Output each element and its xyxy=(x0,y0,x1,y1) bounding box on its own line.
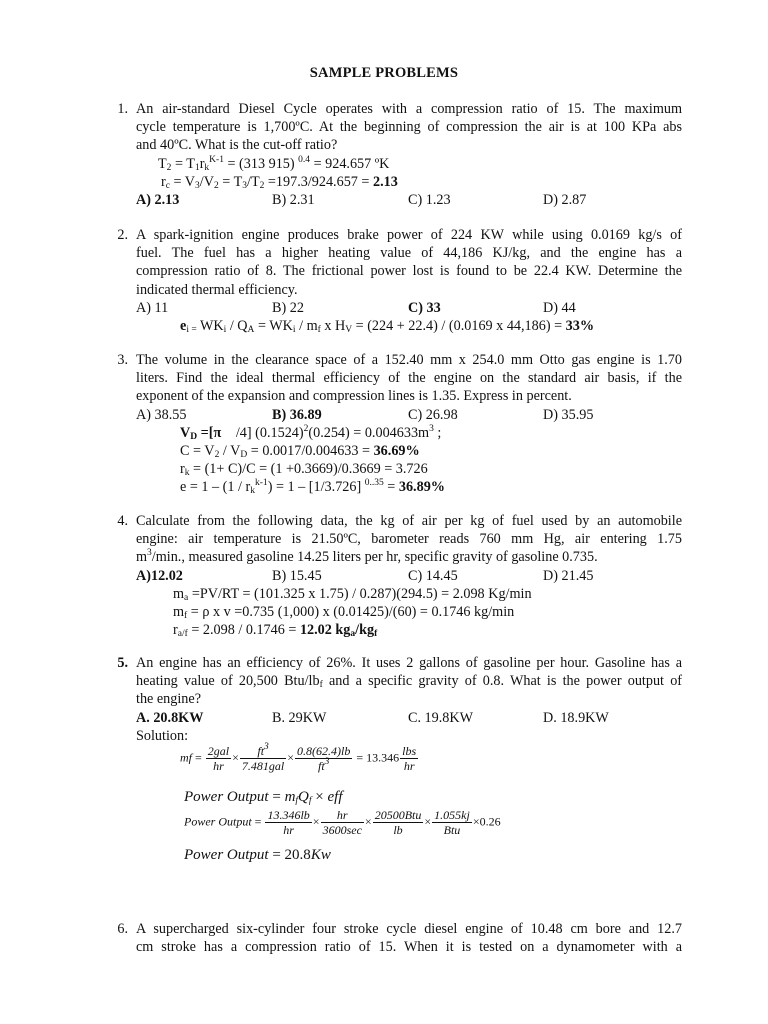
option-a: A)12.02 xyxy=(136,567,183,584)
option-b: B) 15.45 xyxy=(272,567,322,584)
answer-options xyxy=(136,567,682,585)
problem-text-line: and 40ºC. What is the cut-off ratio? xyxy=(136,137,338,154)
fraction: $\frac{1.055kj}{\text{Btu}}$ xyxy=(434,808,470,837)
problem-body xyxy=(136,654,682,745)
solution-line: $C = V_2 / V_D = 0.0017/0.004633 = 36.69\%$ xyxy=(180,442,420,460)
fraction: $\frac{13.346lb}{hr}$ xyxy=(267,808,310,837)
option-d: D) 2.87 xyxy=(543,192,587,209)
option-a: A. 20.8KW xyxy=(136,709,204,726)
option-a: A) 11 xyxy=(136,299,169,316)
solution-line: $r_k = (1+ C)/C = (1 +0.3669)/0.3669 = 3.726$ xyxy=(180,461,428,479)
problem-number: 4. xyxy=(117,513,128,529)
problem-text-line: liters. Find the ideal thermal efficiency of the engine on the standard air basis, if the xyxy=(136,370,682,387)
problem-number: 1. xyxy=(117,101,128,117)
option-d: D) 35.95 xyxy=(543,406,594,423)
problem-number: 3. xyxy=(117,352,128,368)
equation-power-output-formula: Power Output = $m_fQ_f$ × eff xyxy=(184,789,343,806)
option-c: C) 14.45 xyxy=(408,567,458,584)
fraction: $\frac{ft^3}{\text{7.481gal}}$ xyxy=(241,742,285,773)
option-c: C) 33 xyxy=(408,299,441,316)
problem-text-line: A spark-ignition engine produces brake power of 224 KW while using 0.0169 kg/s of xyxy=(136,227,682,243)
answer-options xyxy=(136,299,682,317)
solution-line: $r_c = V_3/V_2 = T_3/T_2 =197.3/924.657 = 2.13$ xyxy=(161,173,398,191)
fraction: $\frac{\text{lbs}}{hr}$ xyxy=(402,744,417,773)
problem-text-line: compression ratio of 8. The frictional power lost is found to be 22.4 KW. Determine the xyxy=(136,263,682,280)
problem-number: 5. xyxy=(117,655,128,671)
problem-number: 2. xyxy=(117,227,128,243)
option-d: D. 18.9KW xyxy=(543,709,609,726)
option-c: C) 26.98 xyxy=(408,406,458,423)
problem-text-line: exponent of the expansion and compression lines is 1.35. Express in percent. xyxy=(136,388,572,405)
problem-text-line: cm stroke has a compression ratio of 15. When it is tested on a dynamometer with a xyxy=(136,939,682,956)
problem-text-fragment: heating value of 20,500 Btu/lb xyxy=(136,673,320,690)
problem-text-line: cycle temperature is 1,700ºC. At the beginning of compression the air is at 100 KPa abs xyxy=(136,119,682,136)
solution-line: $r_{a/f} = 2.098 / 0.1746 = 12.02$ $kg_a/kg_f$ xyxy=(173,622,378,640)
equation-power-output-result: Power Output = 20.8Kw xyxy=(184,847,331,863)
problem-text-line: A supercharged six-cylinder four stroke cycle diesel engine of 10.48 cm bore and 12.7 xyxy=(136,921,682,937)
problem-body xyxy=(136,351,682,496)
solution-line: $e = 1 - (1 / r_k^{k-1}) = 1 - [1/3.726] ^{0..35} = 36.89\%$ xyxy=(180,478,445,497)
solution-heading: Solution: xyxy=(136,727,189,744)
option-b: B. 29KW xyxy=(272,709,327,726)
problem-text-fragment: /min., measured gasoline 14.25 liters per hr, specific gravity of gasoline 0.735. xyxy=(151,549,598,566)
problem-text-line: $m^3/\min$., measured gasoline 14.25 liters per hr, specific gravity of gasoline 0.735. xyxy=(136,548,598,566)
solution-line: $m_a =PV/RT = (101.325$ x 1.75) / 0.287)(294.5) = 2.098 Kg/min xyxy=(173,585,532,603)
equation-mass-flow: mf = $\frac{\text{2gal}}{hr}$ × $\frac{ft^3}{\text{7.481gal}}$ × $\frac{0.8(62.4)lb}{ft^3}$ = 13.346 $\frac{\text{lbs}}{hr}$ xyxy=(180,742,417,773)
problem-body xyxy=(136,226,682,335)
option-a: A) 2.13 xyxy=(136,192,180,209)
problem-text-line: heating value of 20,500 Btu/$lb_f$ and a specific gravity of 0.8. What is the power output of xyxy=(136,673,683,691)
option-b: B) 2.31 xyxy=(272,192,315,209)
solution-line: $V_D =[\pi$ ⃞/4] $(0.1524)^2(0.254) = 0.004633m^3$ ; xyxy=(180,423,442,442)
fraction: $\frac{\text{2gal}}{hr}$ xyxy=(207,744,230,773)
problem-text-line: An engine has an efficiency of 26%. It uses 2 gallons of gasoline per hour. Gasoline has a xyxy=(136,655,682,671)
problem-body xyxy=(136,512,682,639)
option-c: C. 19.8KW xyxy=(408,709,474,726)
option-c: C) 1.23 xyxy=(408,192,451,209)
fraction: $\frac{\text{20500Btu}}{lb}$ xyxy=(374,808,422,837)
problem-number: 6. xyxy=(117,921,128,937)
problem-text-line: engine: air temperature is 21.50ºC, barometer reads 760 mm Hg, air entering 1.75 xyxy=(136,531,682,548)
option-d: D) 21.45 xyxy=(543,567,594,584)
problem-text-fragment: and a specific gravity of 0.8. What is the power output of xyxy=(328,673,683,690)
answer-options xyxy=(136,709,682,727)
equation-power-output-calc: Power Output = $\frac{13.346lb}{hr}$ × $\frac{hr}{3600\sec}$ × $\frac{\text{20500Btu}}{lb}$ × $\frac{1.055kj}{\text{Btu}}$ ×0.26 xyxy=(184,808,501,837)
page-title: SAMPLE PROBLEMS xyxy=(309,65,459,81)
fraction: $\frac{0.8(62.4)lb}{ft^3}$ xyxy=(297,744,351,773)
option-b: B) 22 xyxy=(272,299,304,316)
option-b: B) 36.89 xyxy=(272,406,322,423)
problem-body xyxy=(136,920,682,956)
answer-options xyxy=(136,191,682,209)
problem-text-line: Calculate from the following data, the kg of air per kg of fuel used by an automobile xyxy=(136,513,682,529)
problem-text-line: The volume in the clearance space of a 152.40 mm x 254.0 mm Otto gas engine is 1.70 xyxy=(136,352,682,368)
solution-line: $e_{i =}$ $WK_i / Q_A = WK_i / m_f$ x $H_V = (224 + 22.4) / (0.0169$ x 44,186) = 33% xyxy=(180,317,595,335)
problem-text-line: the engine? xyxy=(136,691,201,708)
problem-text-line: fuel. The fuel has a higher heating value of 44,186 KJ/kg, and the engine has a xyxy=(136,245,682,262)
problem-body xyxy=(136,100,682,209)
fraction: $\frac{hr}{3600\sec}$ xyxy=(322,808,362,837)
problem-text-line: An air-standard Diesel Cycle operates with a compression ratio of 15. The maximum xyxy=(136,101,682,117)
option-a: A) 38.55 xyxy=(136,406,187,423)
solution-line: $T_2 = T_1r_k^{K-1} = (313$ 915) $^{0.4}$ = 924.657 ºK xyxy=(158,154,390,173)
solution-line: $m_f = \rho$ x v =0.735 (1,000) x (0.01425)/(60) = 0.1746 kg/min xyxy=(173,603,515,621)
option-d: D) 44 xyxy=(543,299,576,316)
problem-text-line: indicated thermal efficiency. xyxy=(136,281,298,298)
answer-options xyxy=(136,406,682,424)
